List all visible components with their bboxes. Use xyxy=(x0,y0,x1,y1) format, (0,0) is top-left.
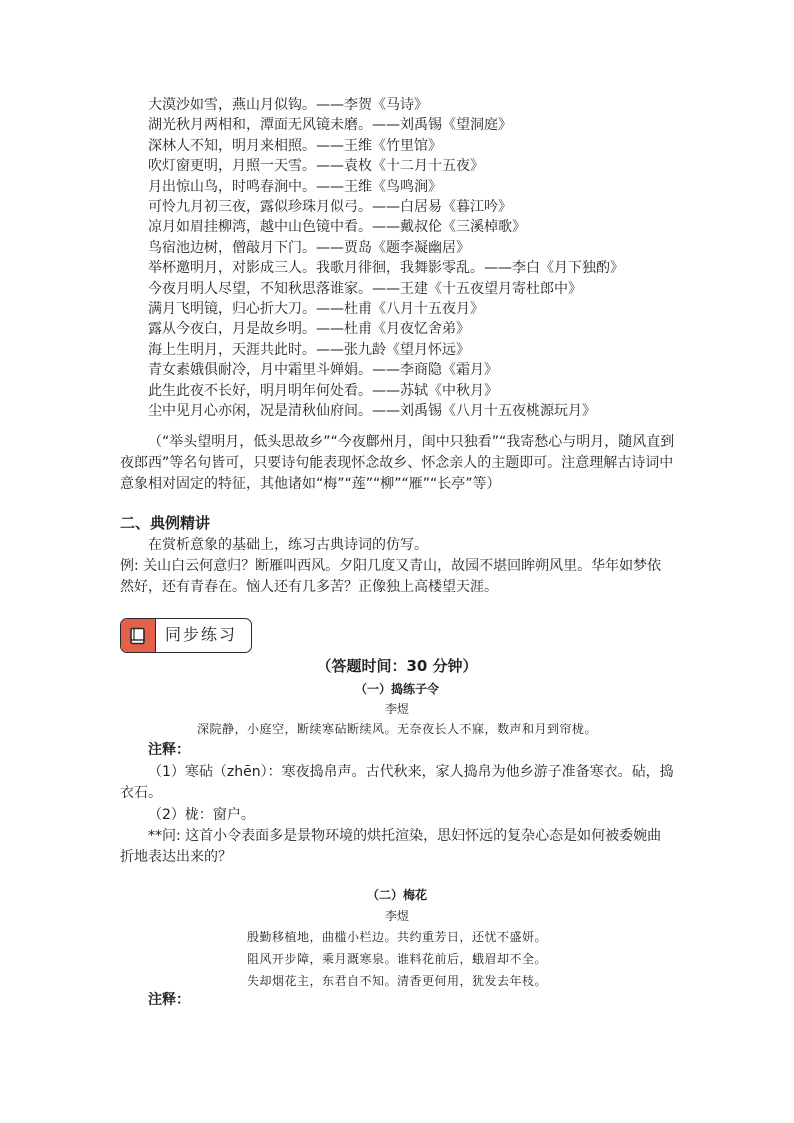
poem-quote-line: 举杯邀明月，对影成三人。我歌月徘徊，我舞影零乱。——李白《月下独酌》 xyxy=(148,260,624,277)
poem2-title: （二）梅花 xyxy=(366,888,427,902)
poem2-line: 殷勤移植地，曲槛小栏边。共约重芳日，还忧不盛妍。 xyxy=(246,930,547,944)
poem1-notes-label: 注释： xyxy=(148,742,190,758)
poem1-note-1: （1）寒砧（zhēn）：寒夜捣帛声。古代秋来，家人捣帛为他乡游子准备寒衣。砧，捣衣石。 xyxy=(120,764,674,801)
poem-quote-line: 今夜月明人尽望，不知秋思落谁家。——王建《十五夜望月寄杜郎中》 xyxy=(148,280,582,297)
poem1-text: 深院静，小庭空，断续寒砧断续风。无奈夜长人不寐，数声和月到帘栊。 xyxy=(196,722,597,736)
poem2-line: 失却烟花主，东君自不知。清香更何用，犹发去年枝。 xyxy=(246,974,547,988)
poem-quote-line: 尘中见月心亦闲，况是清秋仙府间。——刘禹锡《八月十五夜桃源玩月》 xyxy=(148,403,596,420)
poem-quote-line: 深林人不知，明月来相照。——王维《竹里馆》 xyxy=(148,137,442,154)
poem-quote-line: 满月飞明镜，归心折大刀。——杜甫《八月十五夜月》 xyxy=(148,301,484,318)
poem-quote-line: 吹灯窗更明，月照一天雪。——袁枚《十二月十五夜》 xyxy=(148,158,484,175)
poem2-notes-label: 注释： xyxy=(148,992,190,1008)
answer-time-note: （答题时间：30 分钟） xyxy=(316,657,478,675)
example-paragraph: 例: 关山白云何意归？断雁叫西风。夕阳几度又青山，故园不堪回眸朔风里。华年如梦依然好，还有青春在。恼人还有几多苦？正像独上高楼望天涯。 xyxy=(120,558,662,595)
moon-poem-list xyxy=(148,95,708,422)
poem-quote-line: 青女素娥俱耐冷，月中霜里斗婵娟。——李商隐《霜月》 xyxy=(148,362,498,379)
poem-quote-line: 海上生明月，天涯共此时。——张九龄《望月怀远》 xyxy=(148,341,470,358)
poem-quote-line: 凉月如眉挂柳湾，越中山色镜中看。——戴叔伦《三溪棹歌》 xyxy=(148,219,526,236)
badge-label: 同步练习 xyxy=(165,625,238,644)
section-heading: 二、典例精讲 xyxy=(120,514,211,532)
book-icon xyxy=(121,619,156,652)
poem-quote-line: 鸟宿池边树，僧敲月下门。——贾岛《题李凝幽居》 xyxy=(148,239,470,256)
practice-badge xyxy=(120,618,252,653)
poem-quote-line: 此生此夜不长好，明月明年何处看。——苏轼《中秋月》 xyxy=(148,382,498,399)
poem-quote-line: 大漠沙如雪，燕山月似钩。——李贺《马诗》 xyxy=(148,97,428,113)
poem1-title: （一）捣练子令 xyxy=(354,682,439,696)
poem2-author: 李煜 xyxy=(384,909,409,923)
poem-quote-line: 月出惊山鸟，时鸣春涧中。——王维《鸟鸣涧》 xyxy=(148,178,442,195)
poem1-question: **问: 这首小令表面多是景物环境的烘托渲染，思妇怀远的复杂心态是如何被委婉曲折地表达出来的？ xyxy=(120,828,662,865)
section-intro: 在赏析意象的基础上，练习古典诗词的仿写。 xyxy=(148,537,428,553)
poem1-author: 李煜 xyxy=(384,702,409,716)
poem-quote-line: 湖光秋月两相和，潭面无风镜未磨。——刘禹锡《望洞庭》 xyxy=(148,117,512,134)
poem2-line: 阻风开步障，乘月溉寒泉。谁料花前后，蛾眉却不全。 xyxy=(246,952,547,966)
poem1-note-2: （2）栊：窗户。 xyxy=(148,807,255,823)
poem-quote-line: 露从今夜白，月是故乡明。——杜甫《月夜忆舍弟》 xyxy=(148,321,470,338)
answer-note-paragraph: （“举头望明月，低头思故乡”“今夜鄜州月，闺中只独看”“我寄愁心与明月，随风直到夜郎西”等名句皆可，只要诗句能表现怀念故乡、怀念亲人的主题即可。注意理解古诗词中意象相对固定的特征，其他诸如“梅”“莲”“柳”“雁”“长亭”等） xyxy=(120,434,675,492)
poem-quote-line: 可怜九月初三夜，露似珍珠月似弓。——白居易《暮江吟》 xyxy=(148,199,512,216)
